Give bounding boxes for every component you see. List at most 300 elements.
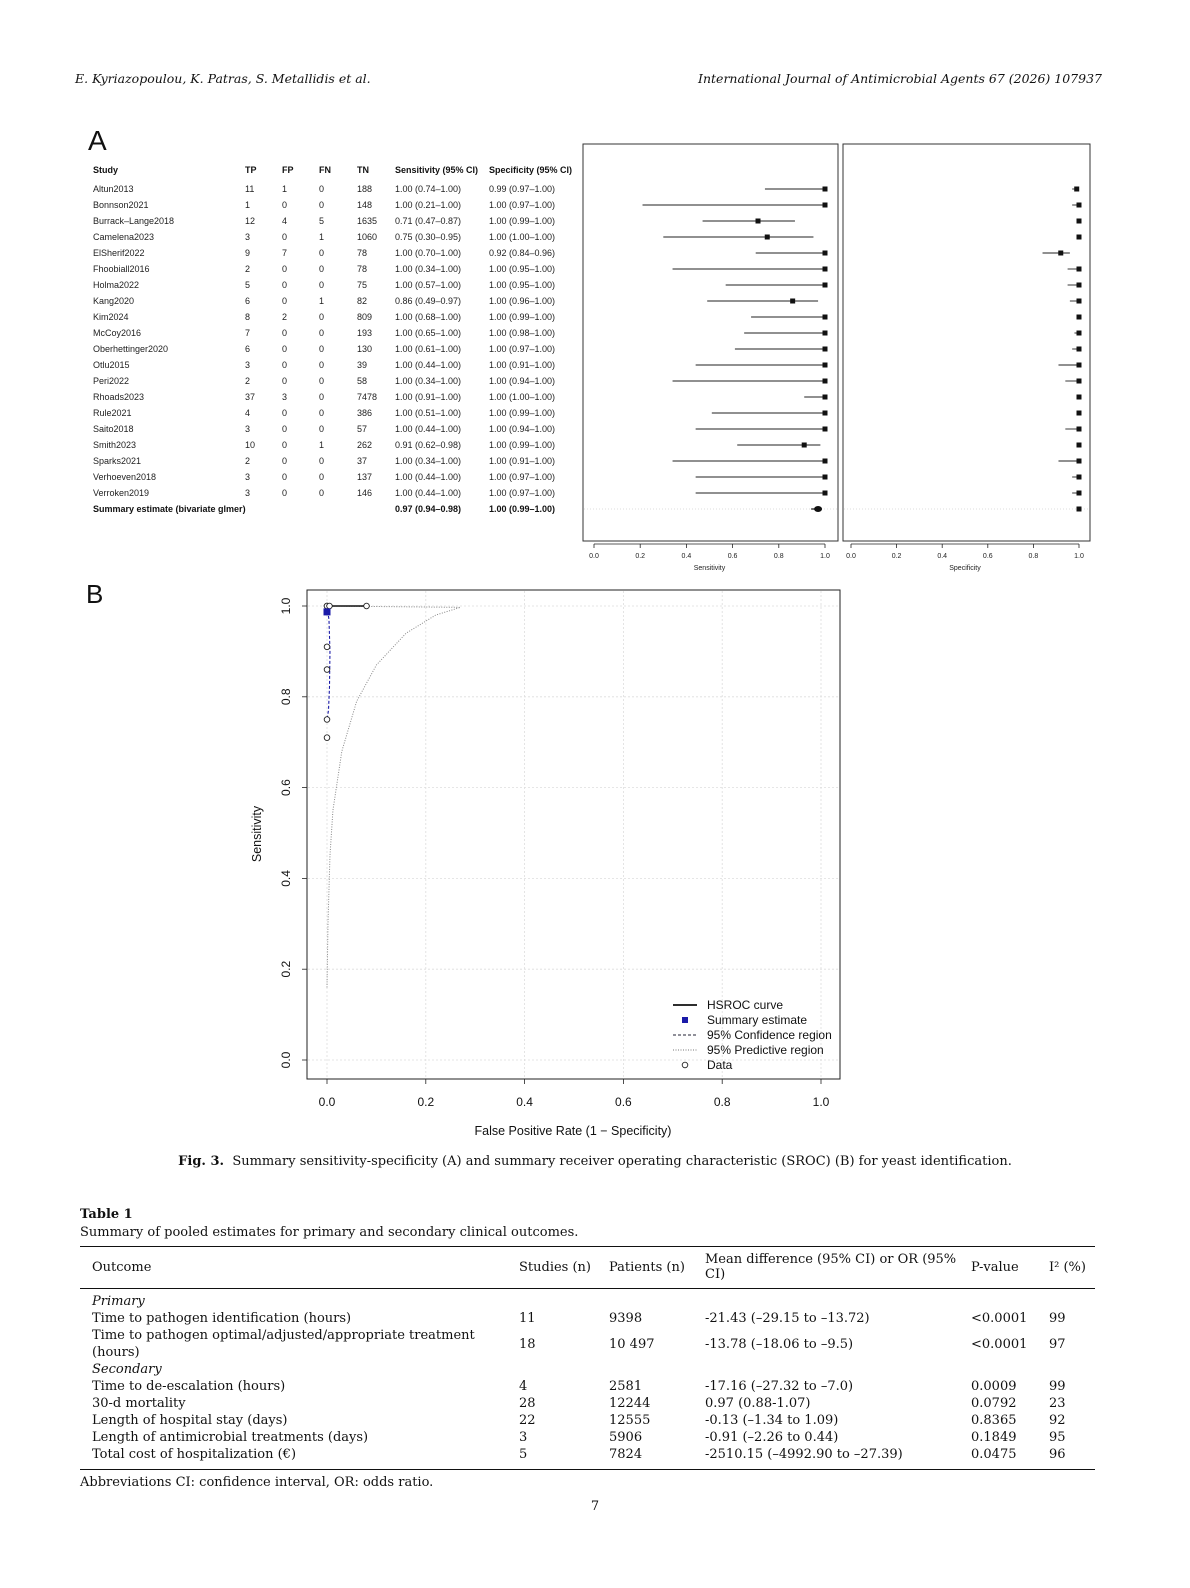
- forest-table-cell: 188: [357, 184, 373, 194]
- forest-table-cell: 8: [245, 312, 251, 322]
- forest-table-cell: 0: [282, 232, 288, 242]
- forest-table-cell: 0: [319, 248, 325, 258]
- forest-table-cell: 1.00 (0.74–1.00): [395, 184, 462, 194]
- table-row: [80, 1395, 1095, 1412]
- legend-label: Summary estimate: [707, 1013, 808, 1027]
- sensitivity-point: [823, 347, 828, 352]
- forest-table-cell: 57: [357, 424, 368, 434]
- forest-table-cell: 1.00 (0.97–1.00): [489, 344, 556, 354]
- forest-table-cell: 0: [282, 456, 288, 466]
- forest-table-cell: 0: [282, 408, 288, 418]
- forest-table-cell: 0: [319, 472, 325, 482]
- forest-table-cell: 1.00 (0.91–1.00): [395, 392, 462, 402]
- forest-column-header: FP: [282, 165, 294, 175]
- forest-table-cell: 1.00 (0.44–1.00): [395, 424, 462, 434]
- forest-column-header: FN: [319, 165, 331, 175]
- specificity-point: [1077, 267, 1082, 272]
- cell-patients: 10 497: [609, 1336, 655, 1352]
- legend-summary-symbol: [682, 1017, 688, 1023]
- forest-table-cell: 6: [245, 296, 251, 306]
- forest-table-cell: 0: [319, 424, 325, 434]
- cell-outcome: Time to pathogen optimal/adjusted/appropriate treatment (hours): [92, 1328, 475, 1360]
- forest-table-cell: 75: [357, 280, 368, 290]
- forest-table-cell: 78: [357, 248, 368, 258]
- sensitivity-point: [823, 411, 828, 416]
- forest-table-cell: 0.92 (0.84–0.96): [489, 248, 556, 258]
- forest-table-cell: 1.00 (0.97–1.00): [489, 488, 556, 498]
- forest-table-cell: 1.00 (0.21–1.00): [395, 200, 462, 210]
- sroc-y-tick-label: 0.2: [279, 960, 293, 978]
- forest-table-cell: Burrack–Lange2018: [93, 216, 175, 226]
- forest-table-cell: 0: [319, 456, 325, 466]
- section-row-primary: [80, 1289, 1095, 1311]
- study-data-point: [327, 603, 333, 609]
- forest-table-cell: Rhoads2023: [93, 392, 145, 402]
- forest-table-cell: 4: [282, 216, 288, 226]
- forest-column-header: Sensitivity (95% CI): [395, 165, 479, 175]
- study-data-point: [324, 717, 330, 723]
- specificity-tick-label: 0.4: [937, 553, 948, 560]
- specificity-point: [1077, 235, 1082, 240]
- forest-table-cell: 37: [357, 456, 368, 466]
- forest-table-cell: 1635: [357, 216, 378, 226]
- sensitivity-tick-label: 0.0: [589, 553, 599, 560]
- figure-caption: [0, 1154, 1190, 1169]
- cell-effect: -0.13 (–1.34 to 1.09): [705, 1413, 839, 1428]
- cell-studies: 28: [519, 1396, 536, 1411]
- forest-column-header: TP: [245, 165, 257, 175]
- forest-table-cell: 1.00 (0.99–1.00): [489, 440, 556, 450]
- forest-table-cell: 193: [357, 328, 373, 338]
- forest-table-cell: 0: [282, 296, 288, 306]
- specificity-point: [1077, 219, 1082, 224]
- forest-table-cell: 262: [357, 440, 373, 450]
- forest-table-cell: Saito2018: [93, 424, 134, 434]
- sensitivity-point: [790, 299, 795, 304]
- running-header-journal: International Journal of Antimicrobial Agents 67 (2026) 107937: [698, 71, 1102, 86]
- specificity-tick-label: 0.0: [846, 553, 856, 560]
- panel-b-letter: B: [86, 579, 104, 609]
- forest-table-cell: 0.75 (0.30–0.95): [395, 232, 462, 242]
- forest-table-cell: 0: [282, 200, 288, 210]
- forest-table-cell: 0: [319, 264, 325, 274]
- sroc-legend: [673, 998, 832, 1072]
- sensitivity-point: [765, 235, 770, 240]
- cell-studies: 4: [519, 1379, 528, 1394]
- sensitivity-point: [823, 491, 828, 496]
- cell-outcome: Time to de-escalation (hours): [92, 1379, 286, 1394]
- forest-table-cell: 1: [245, 200, 251, 210]
- table-row: [80, 1446, 1095, 1470]
- cell-outcome: Time to pathogen identification (hours): [92, 1311, 352, 1326]
- study-data-point: [324, 644, 330, 650]
- forest-table-cell: 0: [319, 392, 325, 402]
- cell-patients: 7824: [609, 1447, 643, 1462]
- forest-table-cell: 0: [319, 376, 325, 386]
- specificity-forest-box: [843, 144, 1090, 541]
- forest-column-header: Study: [93, 165, 119, 175]
- cell-pvalue: 0.0475: [971, 1447, 1017, 1462]
- forest-table-cell: Camelena2023: [93, 232, 155, 242]
- outcomes-table: [80, 1246, 1095, 1470]
- forest-table-cell: 1.00 (0.34–1.00): [395, 264, 462, 274]
- forest-table-cell: 0.71 (0.47–0.87): [395, 216, 462, 226]
- predictive-region: [327, 606, 460, 987]
- summary-sensitivity-point: [814, 506, 822, 512]
- sroc-y-tick-label: 0.0: [279, 1051, 293, 1069]
- table-row: [80, 1378, 1095, 1395]
- forest-table-cell: 1.00 (0.98–1.00): [489, 328, 556, 338]
- specificity-point: [1077, 475, 1082, 480]
- forest-table-cell: Holma2022: [93, 280, 140, 290]
- forest-table-cell: 0: [282, 328, 288, 338]
- cell-patients: 5906: [609, 1430, 643, 1445]
- forest-table-cell: 0: [319, 184, 325, 194]
- forest-table-cell: 146: [357, 488, 373, 498]
- forest-table-cell: 1: [282, 184, 288, 194]
- sroc-x-tick-label: 0.2: [417, 1095, 435, 1109]
- table-row: [80, 1327, 1095, 1361]
- forest-table-cell: 1.00 (1.00–1.00): [489, 392, 556, 402]
- sensitivity-point: [823, 427, 828, 432]
- sroc-x-axis-label: False Positive Rate (1 − Specificity): [474, 1124, 672, 1138]
- forest-table-cell: 7: [282, 248, 288, 258]
- cell-pvalue: 0.0009: [971, 1379, 1017, 1394]
- forest-table-cell: 1.00 (1.00–1.00): [489, 232, 556, 242]
- forest-table-cell: Verroken2019: [93, 488, 150, 498]
- cell-outcome: Length of antimicrobial treatments (days): [92, 1430, 369, 1445]
- summary-specificity-value: 1.00 (0.99–1.00): [489, 504, 556, 514]
- specificity-tick-label: 0.6: [982, 553, 993, 560]
- forest-table-cell: McCoy2016: [93, 328, 142, 338]
- forest-table-cell: Sparks2021: [93, 456, 142, 466]
- sensitivity-point: [823, 475, 828, 480]
- cell-pvalue: <0.0001: [971, 1311, 1028, 1326]
- forest-table-cell: 0.99 (0.97–1.00): [489, 184, 556, 194]
- section-label: Primary: [92, 1294, 145, 1309]
- sroc-plot-panel-b: [0, 575, 1190, 1150]
- sroc-y-tick-label: 1.0: [279, 597, 293, 615]
- sensitivity-point: [823, 363, 828, 368]
- forest-table-cell: 1.00 (0.44–1.00): [395, 360, 462, 370]
- sensitivity-point: [823, 267, 828, 272]
- forest-table-cell: 2: [282, 312, 288, 322]
- forest-table-cell: 0: [282, 488, 288, 498]
- forest-table-cell: 3: [245, 424, 251, 434]
- forest-table-cell: 11: [245, 184, 255, 194]
- forest-table-cell: 1.00 (0.96–1.00): [489, 296, 556, 306]
- forest-table-cell: 2: [245, 376, 251, 386]
- sensitivity-tick-label: 0.2: [635, 553, 646, 560]
- sroc-x-tick-label: 0.4: [516, 1095, 533, 1109]
- summary-sensitivity-value: 0.97 (0.94–0.98): [395, 504, 462, 514]
- cell-outcome: Total cost of hospitalization (€): [92, 1447, 297, 1462]
- sensitivity-tick-label: 0.4: [681, 553, 692, 560]
- forest-table-cell: 809: [357, 312, 373, 322]
- summary-specificity-point: [1077, 507, 1082, 512]
- col-header-i2: I² (%): [1049, 1259, 1086, 1275]
- legend-data-symbol: [682, 1062, 688, 1068]
- forest-table-cell: 1.00 (0.95–1.00): [489, 264, 556, 274]
- table-row: [80, 1429, 1095, 1446]
- forest-table-cell: Kim2024: [93, 312, 129, 322]
- specificity-point: [1077, 443, 1082, 448]
- forest-table-cell: 0: [282, 440, 288, 450]
- study-data-point: [364, 603, 370, 609]
- forest-table-cell: 10: [245, 440, 256, 450]
- cell-effect: -21.43 (–29.15 to –13.72): [705, 1311, 870, 1326]
- sensitivity-point: [823, 331, 828, 336]
- forest-table-cell: 1.00 (0.94–1.00): [489, 424, 556, 434]
- forest-table-cell: 1.00 (0.94–1.00): [489, 376, 556, 386]
- forest-table-cell: 1.00 (0.51–1.00): [395, 408, 462, 418]
- forest-table-cell: 2: [245, 456, 251, 466]
- col-header-studies: Studies (n): [519, 1259, 591, 1275]
- col-header-outcome: Outcome: [92, 1259, 152, 1275]
- cell-outcome: Length of hospital stay (days): [92, 1413, 288, 1428]
- sroc-x-tick-label: 0.0: [318, 1095, 336, 1109]
- forest-table-cell: 0: [282, 264, 288, 274]
- forest-table-cell: 1.00 (0.97–1.00): [489, 472, 556, 482]
- forest-table-cell: Kang2020: [93, 296, 135, 306]
- forest-table-cell: 1.00 (0.44–1.00): [395, 472, 462, 482]
- sensitivity-point: [823, 251, 828, 256]
- forest-table-cell: 0: [282, 472, 288, 482]
- specificity-point: [1077, 363, 1082, 368]
- table-title: Table 1: [80, 1207, 133, 1222]
- table-footnote: Abbreviations CI: confidence interval, OR: odds ratio.: [80, 1475, 434, 1490]
- forest-table-cell: 0: [282, 280, 288, 290]
- sensitivity-point: [823, 187, 828, 192]
- panel-a-letter: A: [88, 125, 107, 156]
- forest-table-cell: 1: [319, 296, 325, 306]
- forest-table-cell: Altun2013: [93, 184, 134, 194]
- study-data-point: [324, 735, 330, 741]
- sensitivity-point: [802, 443, 807, 448]
- table-1: [80, 1207, 1095, 1490]
- forest-table-cell: 1: [319, 440, 325, 450]
- sensitivity-point: [823, 315, 828, 320]
- specificity-point: [1058, 251, 1063, 256]
- summary-estimate-label: Summary estimate (bivariate glmer): [93, 504, 246, 514]
- forest-table-cell: 3: [245, 472, 251, 482]
- forest-table-cell: Oberhettinger2020: [93, 344, 169, 354]
- cell-effect: 0.97 (0.88-1.07): [705, 1396, 811, 1411]
- forest-table-cell: 1.00 (0.99–1.00): [489, 408, 556, 418]
- forest-table-cell: 1.00 (0.70–1.00): [395, 248, 462, 258]
- cell-effect: -2510.15 (–4992.90 to –27.39): [705, 1447, 903, 1462]
- forest-table-cell: 0: [319, 328, 325, 338]
- legend-label: 95% Confidence region: [707, 1028, 832, 1042]
- forest-table-cell: 0: [319, 488, 325, 498]
- forest-table-cell: 1.00 (0.95–1.00): [489, 280, 556, 290]
- sensitivity-axis-label: Sensitivity: [693, 565, 726, 572]
- specificity-point: [1077, 299, 1082, 304]
- cell-outcome: 30-d mortality: [92, 1396, 186, 1411]
- forest-table-cell: Otlu2015: [93, 360, 130, 370]
- sensitivity-tick-label: 0.6: [727, 553, 738, 560]
- forest-table-cell: 2: [245, 264, 251, 274]
- table-header-row: [80, 1247, 1095, 1289]
- sensitivity-point: [823, 459, 828, 464]
- forest-column-header: Specificity (95% CI): [489, 165, 573, 175]
- sroc-y-tick-label: 0.6: [279, 779, 293, 796]
- forest-table-cell: 37: [245, 392, 256, 402]
- cell-studies: 5: [519, 1447, 528, 1462]
- cell-studies: 18: [519, 1336, 536, 1352]
- forest-table-cell: ElSherif2022: [93, 248, 145, 258]
- forest-table-cell: 7: [245, 328, 251, 338]
- sensitivity-point: [823, 395, 828, 400]
- page-number: 7: [590, 1499, 600, 1514]
- sroc-x-tick-label: 0.6: [615, 1095, 632, 1109]
- cell-effect: -17.16 (–27.32 to –7.0): [705, 1379, 854, 1394]
- forest-table-cell: 6: [245, 344, 251, 354]
- forest-table-cell: Bonnson2021: [93, 200, 149, 210]
- specificity-axis-label: Specificity: [949, 565, 981, 572]
- cell-patients: 12555: [609, 1413, 651, 1428]
- forest-table-cell: Rule2021: [93, 408, 132, 418]
- running-header-authors: E. Kyriazopoulou, K. Patras, S. Metallidis et al.: [75, 71, 371, 86]
- section-label: Secondary: [92, 1362, 162, 1377]
- cell-pvalue: 0.1849: [971, 1430, 1017, 1445]
- forest-table-cell: 0: [319, 200, 325, 210]
- specificity-point: [1077, 315, 1082, 320]
- cell-effect: -13.78 (–18.06 to –9.5): [705, 1336, 854, 1352]
- forest-table-cell: 3: [245, 232, 251, 242]
- specificity-point: [1077, 395, 1082, 400]
- sroc-y-tick-label: 0.4: [279, 870, 293, 887]
- specificity-point: [1074, 187, 1079, 192]
- cell-patients: 9398: [609, 1311, 643, 1326]
- sensitivity-point: [823, 379, 828, 384]
- forest-table-cell: 1.00 (0.65–1.00): [395, 328, 462, 338]
- forest-table-cell: 39: [357, 360, 368, 370]
- forest-table-cell: 0.86 (0.49–0.97): [395, 296, 462, 306]
- confidence-region: [327, 606, 330, 720]
- forest-table-cell: 9: [245, 248, 251, 258]
- forest-table-cell: 1.00 (0.61–1.00): [395, 344, 462, 354]
- specificity-tick-label: 1.0: [1074, 553, 1084, 560]
- forest-table-cell: 1.00 (0.34–1.00): [395, 456, 462, 466]
- specificity-point: [1077, 427, 1082, 432]
- forest-table-cell: 0: [319, 408, 325, 418]
- legend-label: Data: [707, 1058, 733, 1072]
- forest-plot-panel-a: [0, 118, 1190, 578]
- forest-table-cell: 3: [245, 488, 251, 498]
- cell-pvalue: 0.0792: [971, 1396, 1017, 1411]
- forest-table-cell: 0: [282, 424, 288, 434]
- sensitivity-tick-label: 0.8: [773, 553, 784, 560]
- forest-table-cell: 0: [319, 344, 325, 354]
- forest-table-cell: 1.00 (0.44–1.00): [395, 488, 462, 498]
- forest-table-cell: 0: [282, 344, 288, 354]
- specificity-tick-label: 0.8: [1028, 553, 1039, 560]
- sroc-x-tick-label: 1.0: [812, 1095, 830, 1109]
- specificity-point: [1077, 347, 1082, 352]
- cell-i2: 99: [1049, 1379, 1066, 1394]
- forest-table-cell: 58: [357, 376, 368, 386]
- forest-table-cell: 1.00 (0.91–1.00): [489, 456, 556, 466]
- col-header-patients: Patients (n): [609, 1259, 685, 1275]
- forest-table-cell: 78: [357, 264, 368, 274]
- specificity-point: [1077, 459, 1082, 464]
- forest-table-cell: 5: [319, 216, 325, 226]
- table-row: [80, 1310, 1095, 1327]
- forest-table-cell: 386: [357, 408, 373, 418]
- specificity-point: [1077, 203, 1082, 208]
- forest-table-cell: Smith2023: [93, 440, 137, 450]
- summary-estimate-point: [324, 608, 331, 615]
- figure-caption-text: Summary sensitivity-specificity (A) and summary receiver operating characteristic (SROC) (B) for yeast identification.: [232, 1154, 1012, 1169]
- sensitivity-point: [823, 283, 828, 288]
- sensitivity-tick-label: 1.0: [820, 553, 830, 560]
- cell-studies: 22: [519, 1413, 536, 1428]
- forest-table-cell: Peri2022: [93, 376, 130, 386]
- study-data-point: [324, 667, 330, 673]
- cell-pvalue: <0.0001: [971, 1336, 1028, 1352]
- specificity-point: [1077, 283, 1082, 288]
- forest-table-cell: 0: [319, 360, 325, 370]
- sroc-x-tick-label: 0.8: [713, 1095, 731, 1109]
- cell-studies: 11: [519, 1311, 536, 1326]
- forest-table-cell: 0: [319, 280, 325, 290]
- forest-table-cell: 1: [319, 232, 325, 242]
- forest-table-cell: 0: [319, 312, 325, 322]
- sensitivity-forest-box: [583, 144, 838, 541]
- forest-table-cell: 0: [282, 376, 288, 386]
- forest-table-cell: 0.91 (0.62–0.98): [395, 440, 462, 450]
- cell-i2: 99: [1049, 1311, 1066, 1326]
- forest-table-cell: 7478: [357, 392, 378, 402]
- figure-caption-label: Fig. 3.: [178, 1154, 225, 1169]
- cell-i2: 23: [1049, 1396, 1066, 1411]
- specificity-point: [1077, 491, 1082, 496]
- forest-table-cell: 1.00 (0.99–1.00): [489, 312, 556, 322]
- forest-table-cell: 1.00 (0.97–1.00): [489, 200, 556, 210]
- table-description: Summary of pooled estimates for primary and secondary clinical outcomes.: [80, 1225, 579, 1240]
- table-row: [80, 1412, 1095, 1429]
- forest-table-cell: 3: [282, 392, 288, 402]
- section-row-secondary: [80, 1361, 1095, 1378]
- forest-table-cell: 1.00 (0.91–1.00): [489, 360, 556, 370]
- forest-table-cell: 1.00 (0.99–1.00): [489, 216, 556, 226]
- cell-i2: 96: [1049, 1447, 1066, 1462]
- forest-table-cell: 12: [245, 216, 256, 226]
- legend-label: HSROC curve: [707, 998, 784, 1012]
- forest-table-cell: 137: [357, 472, 373, 482]
- col-header-pvalue: P-value: [971, 1259, 1019, 1275]
- cell-pvalue: 0.8365: [971, 1413, 1017, 1428]
- forest-table-cell: 130: [357, 344, 373, 354]
- forest-table-cell: Verhoeven2018: [93, 472, 157, 482]
- cell-effect: -0.91 (–2.26 to 0.44): [705, 1430, 839, 1445]
- forest-table-cell: 5: [245, 280, 251, 290]
- sensitivity-point: [823, 203, 828, 208]
- sroc-y-axis-label: Sensitivity: [250, 805, 264, 863]
- forest-table-cell: 148: [357, 200, 373, 210]
- cell-i2: 97: [1049, 1336, 1066, 1352]
- specificity-point: [1077, 411, 1082, 416]
- forest-table-cell: 0: [282, 360, 288, 370]
- legend-label: 95% Predictive region: [707, 1043, 824, 1057]
- col-header-effect: Mean difference (95% CI) or OR (95% CI): [705, 1252, 957, 1282]
- forest-table-cell: 1060: [357, 232, 378, 242]
- forest-table-cell: 1.00 (0.34–1.00): [395, 376, 462, 386]
- specificity-point: [1077, 331, 1082, 336]
- cell-patients: 12244: [609, 1396, 651, 1411]
- specificity-point: [1077, 379, 1082, 384]
